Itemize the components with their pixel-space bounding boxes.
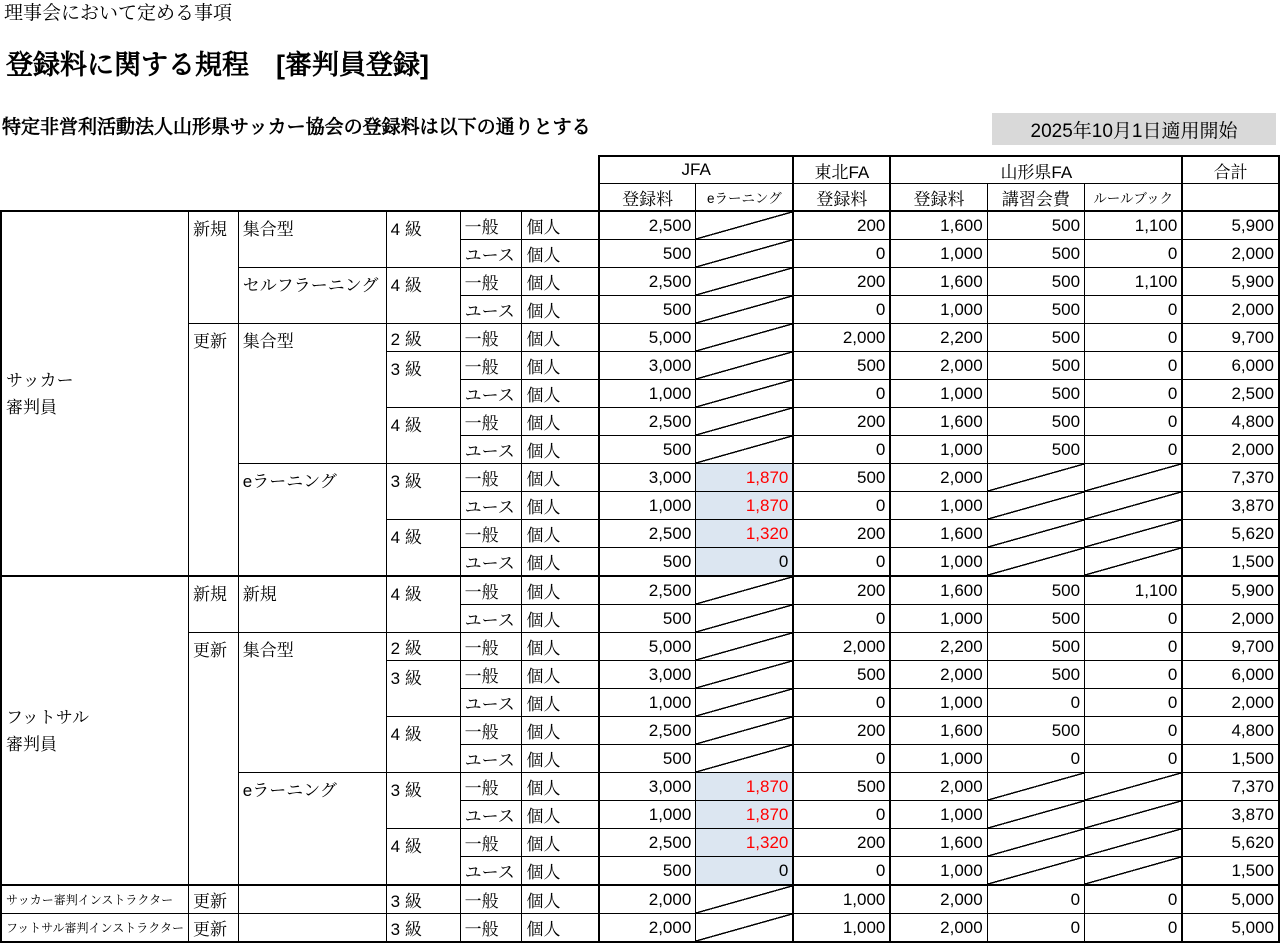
yfa-rulebook-fee	[1085, 773, 1183, 801]
age-group: ユース	[460, 380, 522, 408]
unit: 個人	[522, 717, 599, 745]
document-lead-text: 特定非営利活動法人山形県サッカー協会の登録料は以下の通りとする	[2, 117, 591, 138]
jfa-registration-fee: 1,000	[599, 380, 696, 408]
jfa-elearning-fee	[696, 211, 794, 240]
grade: 4 級	[386, 408, 460, 464]
unit: 個人	[522, 352, 599, 380]
tohoku-fee: 0	[793, 380, 890, 408]
tohoku-fee: 0	[793, 857, 890, 886]
tohoku-fee: 2,000	[793, 633, 890, 661]
page-title: 登録料に関する規程 [審判員登録]	[6, 50, 429, 80]
yfa-registration-fee: 2,000	[890, 773, 987, 801]
unit: 個人	[522, 773, 599, 801]
yfa-course-fee	[987, 464, 1084, 492]
yfa-rulebook-fee	[1085, 857, 1183, 886]
yfa-course-fee	[987, 801, 1084, 829]
jfa-elearning-fee	[696, 324, 794, 352]
unit: 個人	[522, 801, 599, 829]
category-soccer-referee: サッカー 審判員	[1, 211, 188, 576]
yfa-course-fee: 500	[987, 240, 1084, 268]
age-group: ユース	[460, 548, 522, 577]
yfa-course-fee: 500	[987, 576, 1084, 605]
course-name: 集合型	[238, 324, 386, 464]
tohoku-fee: 200	[793, 717, 890, 745]
type-renewal: 更新	[188, 633, 238, 886]
age-group: 一般	[460, 576, 522, 605]
grade: 3 級	[386, 464, 460, 520]
age-group: ユース	[460, 745, 522, 773]
course-name: 集合型	[238, 633, 386, 773]
unit: 個人	[522, 548, 599, 577]
jfa-registration-fee: 500	[599, 548, 696, 577]
yfa-rulebook-fee: 0	[1085, 380, 1183, 408]
yfa-rulebook-fee: 0	[1085, 717, 1183, 745]
age-group: 一般	[460, 408, 522, 436]
unit: 個人	[522, 464, 599, 492]
effective-date-badge: 2025年10月1日適用開始	[992, 113, 1276, 145]
total-fee: 3,870	[1182, 801, 1279, 829]
unit: 個人	[522, 885, 599, 914]
total-fee: 6,000	[1182, 352, 1279, 380]
yfa-rulebook-fee: 0	[1085, 885, 1183, 914]
jfa-registration-fee: 3,000	[599, 352, 696, 380]
yfa-rulebook-fee: 0	[1085, 408, 1183, 436]
yfa-registration-fee: 1,600	[890, 211, 987, 240]
yfa-course-fee: 500	[987, 211, 1084, 240]
total-fee: 2,000	[1182, 689, 1279, 717]
total-fee: 9,700	[1182, 324, 1279, 352]
tohoku-fee: 500	[793, 773, 890, 801]
grade: 4 級	[386, 520, 460, 577]
yfa-rulebook-fee: 0	[1085, 240, 1183, 268]
total-fee: 4,800	[1182, 717, 1279, 745]
jfa-elearning-fee: 0	[696, 857, 794, 886]
yfa-registration-fee: 1,000	[890, 240, 987, 268]
type-renewal: 更新	[188, 324, 238, 577]
total-fee: 2,000	[1182, 240, 1279, 268]
grade: 3 級	[386, 352, 460, 408]
document-subtitle: 理事会において定める事項	[4, 3, 233, 24]
yfa-course-fee	[987, 548, 1084, 577]
yfa-course-fee: 500	[987, 352, 1084, 380]
tohoku-fee: 0	[793, 436, 890, 464]
yfa-registration-fee: 1,000	[890, 689, 987, 717]
jfa-registration-fee: 500	[599, 436, 696, 464]
unit: 個人	[522, 436, 599, 464]
yfa-registration-fee: 1,000	[890, 801, 987, 829]
yfa-registration-fee: 1,000	[890, 605, 987, 633]
jfa-registration-fee: 1,000	[599, 492, 696, 520]
age-group: 一般	[460, 717, 522, 745]
total-fee: 5,620	[1182, 829, 1279, 857]
unit: 個人	[522, 605, 599, 633]
unit: 個人	[522, 689, 599, 717]
jfa-elearning-fee	[696, 745, 794, 773]
course-name: セルフラーニング	[238, 268, 386, 324]
fee-table-body	[1, 211, 1279, 942]
yfa-course-fee: 500	[987, 661, 1084, 689]
jfa-elearning-fee	[696, 408, 794, 436]
yfa-rulebook-fee: 0	[1085, 296, 1183, 324]
yfa-course-fee: 500	[987, 268, 1084, 296]
tohoku-fee: 200	[793, 268, 890, 296]
jfa-registration-fee: 2,500	[599, 829, 696, 857]
jfa-registration-fee: 2,500	[599, 268, 696, 296]
table-row	[1, 633, 1279, 661]
yfa-registration-fee: 1,600	[890, 829, 987, 857]
total-fee: 2,000	[1182, 296, 1279, 324]
yfa-rulebook-fee: 0	[1085, 745, 1183, 773]
jfa-registration-fee: 2,500	[599, 576, 696, 605]
yfa-registration-fee: 1,000	[890, 492, 987, 520]
yfa-registration-fee: 1,000	[890, 745, 987, 773]
jfa-elearning-fee	[696, 296, 794, 324]
yfa-course-fee: 500	[987, 380, 1084, 408]
yfa-rulebook-fee: 0	[1085, 436, 1183, 464]
unit: 個人	[522, 661, 599, 689]
jfa-registration-fee: 2,000	[599, 914, 696, 943]
age-group: ユース	[460, 857, 522, 886]
unit: 個人	[522, 745, 599, 773]
yfa-course-fee: 500	[987, 324, 1084, 352]
tohoku-fee: 500	[793, 661, 890, 689]
yfa-rulebook-fee: 1,100	[1085, 576, 1183, 605]
yfa-registration-fee: 1,600	[890, 717, 987, 745]
jfa-registration-fee: 2,500	[599, 211, 696, 240]
header-tohoku-registration: 登録料	[793, 184, 890, 212]
yfa-course-fee: 500	[987, 605, 1084, 633]
jfa-elearning-fee: 1,870	[696, 801, 794, 829]
grade: 4 級	[386, 211, 460, 268]
unit: 個人	[522, 211, 599, 240]
unit: 個人	[522, 324, 599, 352]
jfa-registration-fee: 3,000	[599, 464, 696, 492]
jfa-elearning-fee: 1,870	[696, 492, 794, 520]
unit: 個人	[522, 240, 599, 268]
yfa-registration-fee: 1,000	[890, 296, 987, 324]
jfa-elearning-fee: 1,320	[696, 520, 794, 548]
grade: 2 級	[386, 324, 460, 352]
header-yfa-registration: 登録料	[890, 184, 987, 212]
yfa-course-fee	[987, 857, 1084, 886]
total-fee: 2,500	[1182, 380, 1279, 408]
yfa-course-fee	[987, 520, 1084, 548]
total-fee: 1,500	[1182, 548, 1279, 577]
yfa-rulebook-fee: 0	[1085, 661, 1183, 689]
tohoku-fee: 0	[793, 689, 890, 717]
grade: 4 級	[386, 829, 460, 886]
total-fee: 1,500	[1182, 857, 1279, 886]
yfa-registration-fee: 2,000	[890, 661, 987, 689]
age-group: 一般	[460, 914, 522, 943]
total-fee: 4,800	[1182, 408, 1279, 436]
yfa-rulebook-fee	[1085, 464, 1183, 492]
yfa-rulebook-fee	[1085, 801, 1183, 829]
jfa-elearning-fee	[696, 717, 794, 745]
total-fee: 5,000	[1182, 885, 1279, 914]
yfa-registration-fee: 1,000	[890, 857, 987, 886]
table-row	[1, 885, 1279, 914]
jfa-elearning-fee: 0	[696, 548, 794, 577]
jfa-registration-fee: 2,500	[599, 408, 696, 436]
age-group: 一般	[460, 773, 522, 801]
age-group: ユース	[460, 296, 522, 324]
category-soccer-instructor: サッカー審判インストラクター	[1, 885, 188, 914]
yfa-rulebook-fee	[1085, 492, 1183, 520]
total-fee: 7,370	[1182, 773, 1279, 801]
course-name	[238, 914, 386, 943]
type-renewal: 更新	[188, 885, 238, 914]
yfa-course-fee: 500	[987, 436, 1084, 464]
yfa-course-fee: 500	[987, 633, 1084, 661]
age-group: 一般	[460, 829, 522, 857]
jfa-elearning-fee	[696, 661, 794, 689]
yfa-course-fee	[987, 773, 1084, 801]
jfa-elearning-fee	[696, 914, 794, 943]
grade: 4 級	[386, 576, 460, 633]
tohoku-fee: 0	[793, 605, 890, 633]
header-jfa: JFA	[599, 156, 793, 184]
yfa-registration-fee: 1,000	[890, 548, 987, 577]
total-fee: 9,700	[1182, 633, 1279, 661]
yfa-rulebook-fee: 0	[1085, 914, 1183, 943]
jfa-elearning-fee: 1,870	[696, 464, 794, 492]
jfa-elearning-fee	[696, 352, 794, 380]
unit: 個人	[522, 492, 599, 520]
course-elearning: eラーニング	[238, 773, 386, 886]
yfa-course-fee: 0	[987, 914, 1084, 943]
yfa-registration-fee: 1,000	[890, 436, 987, 464]
age-group: 一般	[460, 520, 522, 548]
age-group: 一般	[460, 661, 522, 689]
header-total: 合計	[1182, 156, 1279, 184]
course-name	[238, 885, 386, 914]
header-yfa-course-fee: 講習会費	[987, 184, 1084, 212]
course-name: 集合型	[238, 211, 386, 268]
fee-table	[0, 155, 1280, 943]
jfa-registration-fee: 500	[599, 745, 696, 773]
tohoku-fee: 200	[793, 520, 890, 548]
age-group: 一般	[460, 211, 522, 240]
yfa-course-fee: 0	[987, 745, 1084, 773]
course-name: 新規	[238, 576, 386, 633]
unit: 個人	[522, 408, 599, 436]
age-group: ユース	[460, 240, 522, 268]
tohoku-fee: 1,000	[793, 885, 890, 914]
tohoku-fee: 200	[793, 829, 890, 857]
unit: 個人	[522, 829, 599, 857]
age-group: 一般	[460, 633, 522, 661]
jfa-elearning-fee	[696, 689, 794, 717]
jfa-elearning-fee: 1,870	[696, 773, 794, 801]
tohoku-fee: 500	[793, 352, 890, 380]
total-fee: 6,000	[1182, 661, 1279, 689]
age-group: ユース	[460, 605, 522, 633]
jfa-registration-fee: 3,000	[599, 773, 696, 801]
yfa-course-fee: 500	[987, 296, 1084, 324]
header-yfa-rulebook: ルールブック	[1085, 184, 1183, 212]
yfa-registration-fee: 1,600	[890, 408, 987, 436]
yfa-registration-fee: 1,600	[890, 576, 987, 605]
jfa-registration-fee: 2,500	[599, 717, 696, 745]
age-group: 一般	[460, 324, 522, 352]
total-fee: 2,000	[1182, 436, 1279, 464]
yfa-registration-fee: 2,000	[890, 464, 987, 492]
unit: 個人	[522, 633, 599, 661]
yfa-rulebook-fee: 0	[1085, 633, 1183, 661]
total-fee: 5,620	[1182, 520, 1279, 548]
tohoku-fee: 200	[793, 576, 890, 605]
total-fee: 5,900	[1182, 576, 1279, 605]
jfa-elearning-fee	[696, 240, 794, 268]
yfa-course-fee: 500	[987, 717, 1084, 745]
total-fee: 7,370	[1182, 464, 1279, 492]
tohoku-fee: 2,000	[793, 324, 890, 352]
yfa-rulebook-fee: 0	[1085, 689, 1183, 717]
grade: 3 級	[386, 885, 460, 914]
jfa-registration-fee: 1,000	[599, 689, 696, 717]
category-futsal-referee: フットサル 審判員	[1, 576, 188, 885]
yfa-registration-fee: 2,000	[890, 352, 987, 380]
yfa-rulebook-fee	[1085, 520, 1183, 548]
yfa-registration-fee: 2,200	[890, 633, 987, 661]
jfa-registration-fee: 5,000	[599, 324, 696, 352]
unit: 個人	[522, 268, 599, 296]
tohoku-fee: 0	[793, 801, 890, 829]
total-fee: 5,000	[1182, 914, 1279, 943]
jfa-registration-fee: 500	[599, 240, 696, 268]
grade: 4 級	[386, 717, 460, 773]
jfa-registration-fee: 500	[599, 605, 696, 633]
age-group: 一般	[460, 885, 522, 914]
jfa-elearning-fee	[696, 576, 794, 605]
unit: 個人	[522, 296, 599, 324]
age-group: 一般	[460, 268, 522, 296]
yfa-course-fee: 0	[987, 689, 1084, 717]
jfa-elearning-fee: 1,320	[696, 829, 794, 857]
yfa-registration-fee: 1,600	[890, 520, 987, 548]
unit: 個人	[522, 520, 599, 548]
grade: 2 級	[386, 633, 460, 661]
jfa-registration-fee: 2,000	[599, 885, 696, 914]
total-fee: 2,000	[1182, 605, 1279, 633]
header-jfa-registration: 登録料	[599, 184, 696, 212]
tohoku-fee: 0	[793, 296, 890, 324]
tohoku-fee: 500	[793, 464, 890, 492]
yfa-registration-fee: 2,000	[890, 885, 987, 914]
tohoku-fee: 0	[793, 240, 890, 268]
jfa-registration-fee: 1,000	[599, 801, 696, 829]
grade: 3 級	[386, 914, 460, 943]
total-fee: 1,500	[1182, 745, 1279, 773]
tohoku-fee: 200	[793, 408, 890, 436]
yfa-course-fee: 500	[987, 408, 1084, 436]
unit: 個人	[522, 857, 599, 886]
table-row	[1, 324, 1279, 352]
tohoku-fee: 0	[793, 492, 890, 520]
yfa-registration-fee: 2,000	[890, 914, 987, 943]
jfa-registration-fee: 3,000	[599, 661, 696, 689]
jfa-elearning-fee	[696, 605, 794, 633]
unit: 個人	[522, 576, 599, 605]
unit: 個人	[522, 380, 599, 408]
type-new: 新規	[188, 211, 238, 324]
yfa-rulebook-fee	[1085, 548, 1183, 577]
course-elearning: eラーニング	[238, 464, 386, 577]
tohoku-fee: 0	[793, 548, 890, 577]
yfa-registration-fee: 2,200	[890, 324, 987, 352]
yfa-rulebook-fee	[1085, 829, 1183, 857]
yfa-rulebook-fee: 0	[1085, 605, 1183, 633]
tohoku-fee: 0	[793, 745, 890, 773]
age-group: 一般	[460, 352, 522, 380]
total-fee: 5,900	[1182, 211, 1279, 240]
age-group: ユース	[460, 801, 522, 829]
grade: 3 級	[386, 661, 460, 717]
jfa-registration-fee: 5,000	[599, 633, 696, 661]
unit: 個人	[522, 914, 599, 943]
tohoku-fee: 1,000	[793, 914, 890, 943]
yfa-course-fee: 0	[987, 885, 1084, 914]
category-futsal-instructor: フットサル審判インストラクター	[1, 914, 188, 943]
jfa-registration-fee: 500	[599, 857, 696, 886]
jfa-registration-fee: 2,500	[599, 520, 696, 548]
grade: 4 級	[386, 268, 460, 324]
yfa-rulebook-fee: 1,100	[1085, 268, 1183, 296]
jfa-elearning-fee	[696, 268, 794, 296]
table-header-group-row	[1, 156, 1279, 184]
total-fee: 3,870	[1182, 492, 1279, 520]
header-jfa-elearning: eラーニング	[696, 184, 794, 212]
yfa-rulebook-fee: 0	[1085, 352, 1183, 380]
jfa-elearning-fee	[696, 633, 794, 661]
age-group: ユース	[460, 436, 522, 464]
table-row	[1, 576, 1279, 605]
grade: 3 級	[386, 773, 460, 829]
table-row	[1, 211, 1279, 240]
type-new: 新規	[188, 576, 238, 633]
yfa-registration-fee: 1,600	[890, 268, 987, 296]
age-group: ユース	[460, 689, 522, 717]
yfa-rulebook-fee: 0	[1085, 324, 1183, 352]
jfa-registration-fee: 500	[599, 296, 696, 324]
jfa-elearning-fee	[696, 380, 794, 408]
jfa-elearning-fee	[696, 436, 794, 464]
yfa-course-fee	[987, 829, 1084, 857]
total-fee: 5,900	[1182, 268, 1279, 296]
tohoku-fee: 200	[793, 211, 890, 240]
yfa-registration-fee: 1,000	[890, 380, 987, 408]
table-header-sub-row	[1, 184, 1279, 212]
yfa-rulebook-fee: 1,100	[1085, 211, 1183, 240]
header-tohoku: 東北FA	[793, 156, 890, 184]
jfa-elearning-fee	[696, 885, 794, 914]
yfa-course-fee	[987, 492, 1084, 520]
age-group: 一般	[460, 464, 522, 492]
age-group: ユース	[460, 492, 522, 520]
header-yamagata: 山形県FA	[890, 156, 1182, 184]
table-row	[1, 914, 1279, 943]
type-renewal: 更新	[188, 914, 238, 943]
